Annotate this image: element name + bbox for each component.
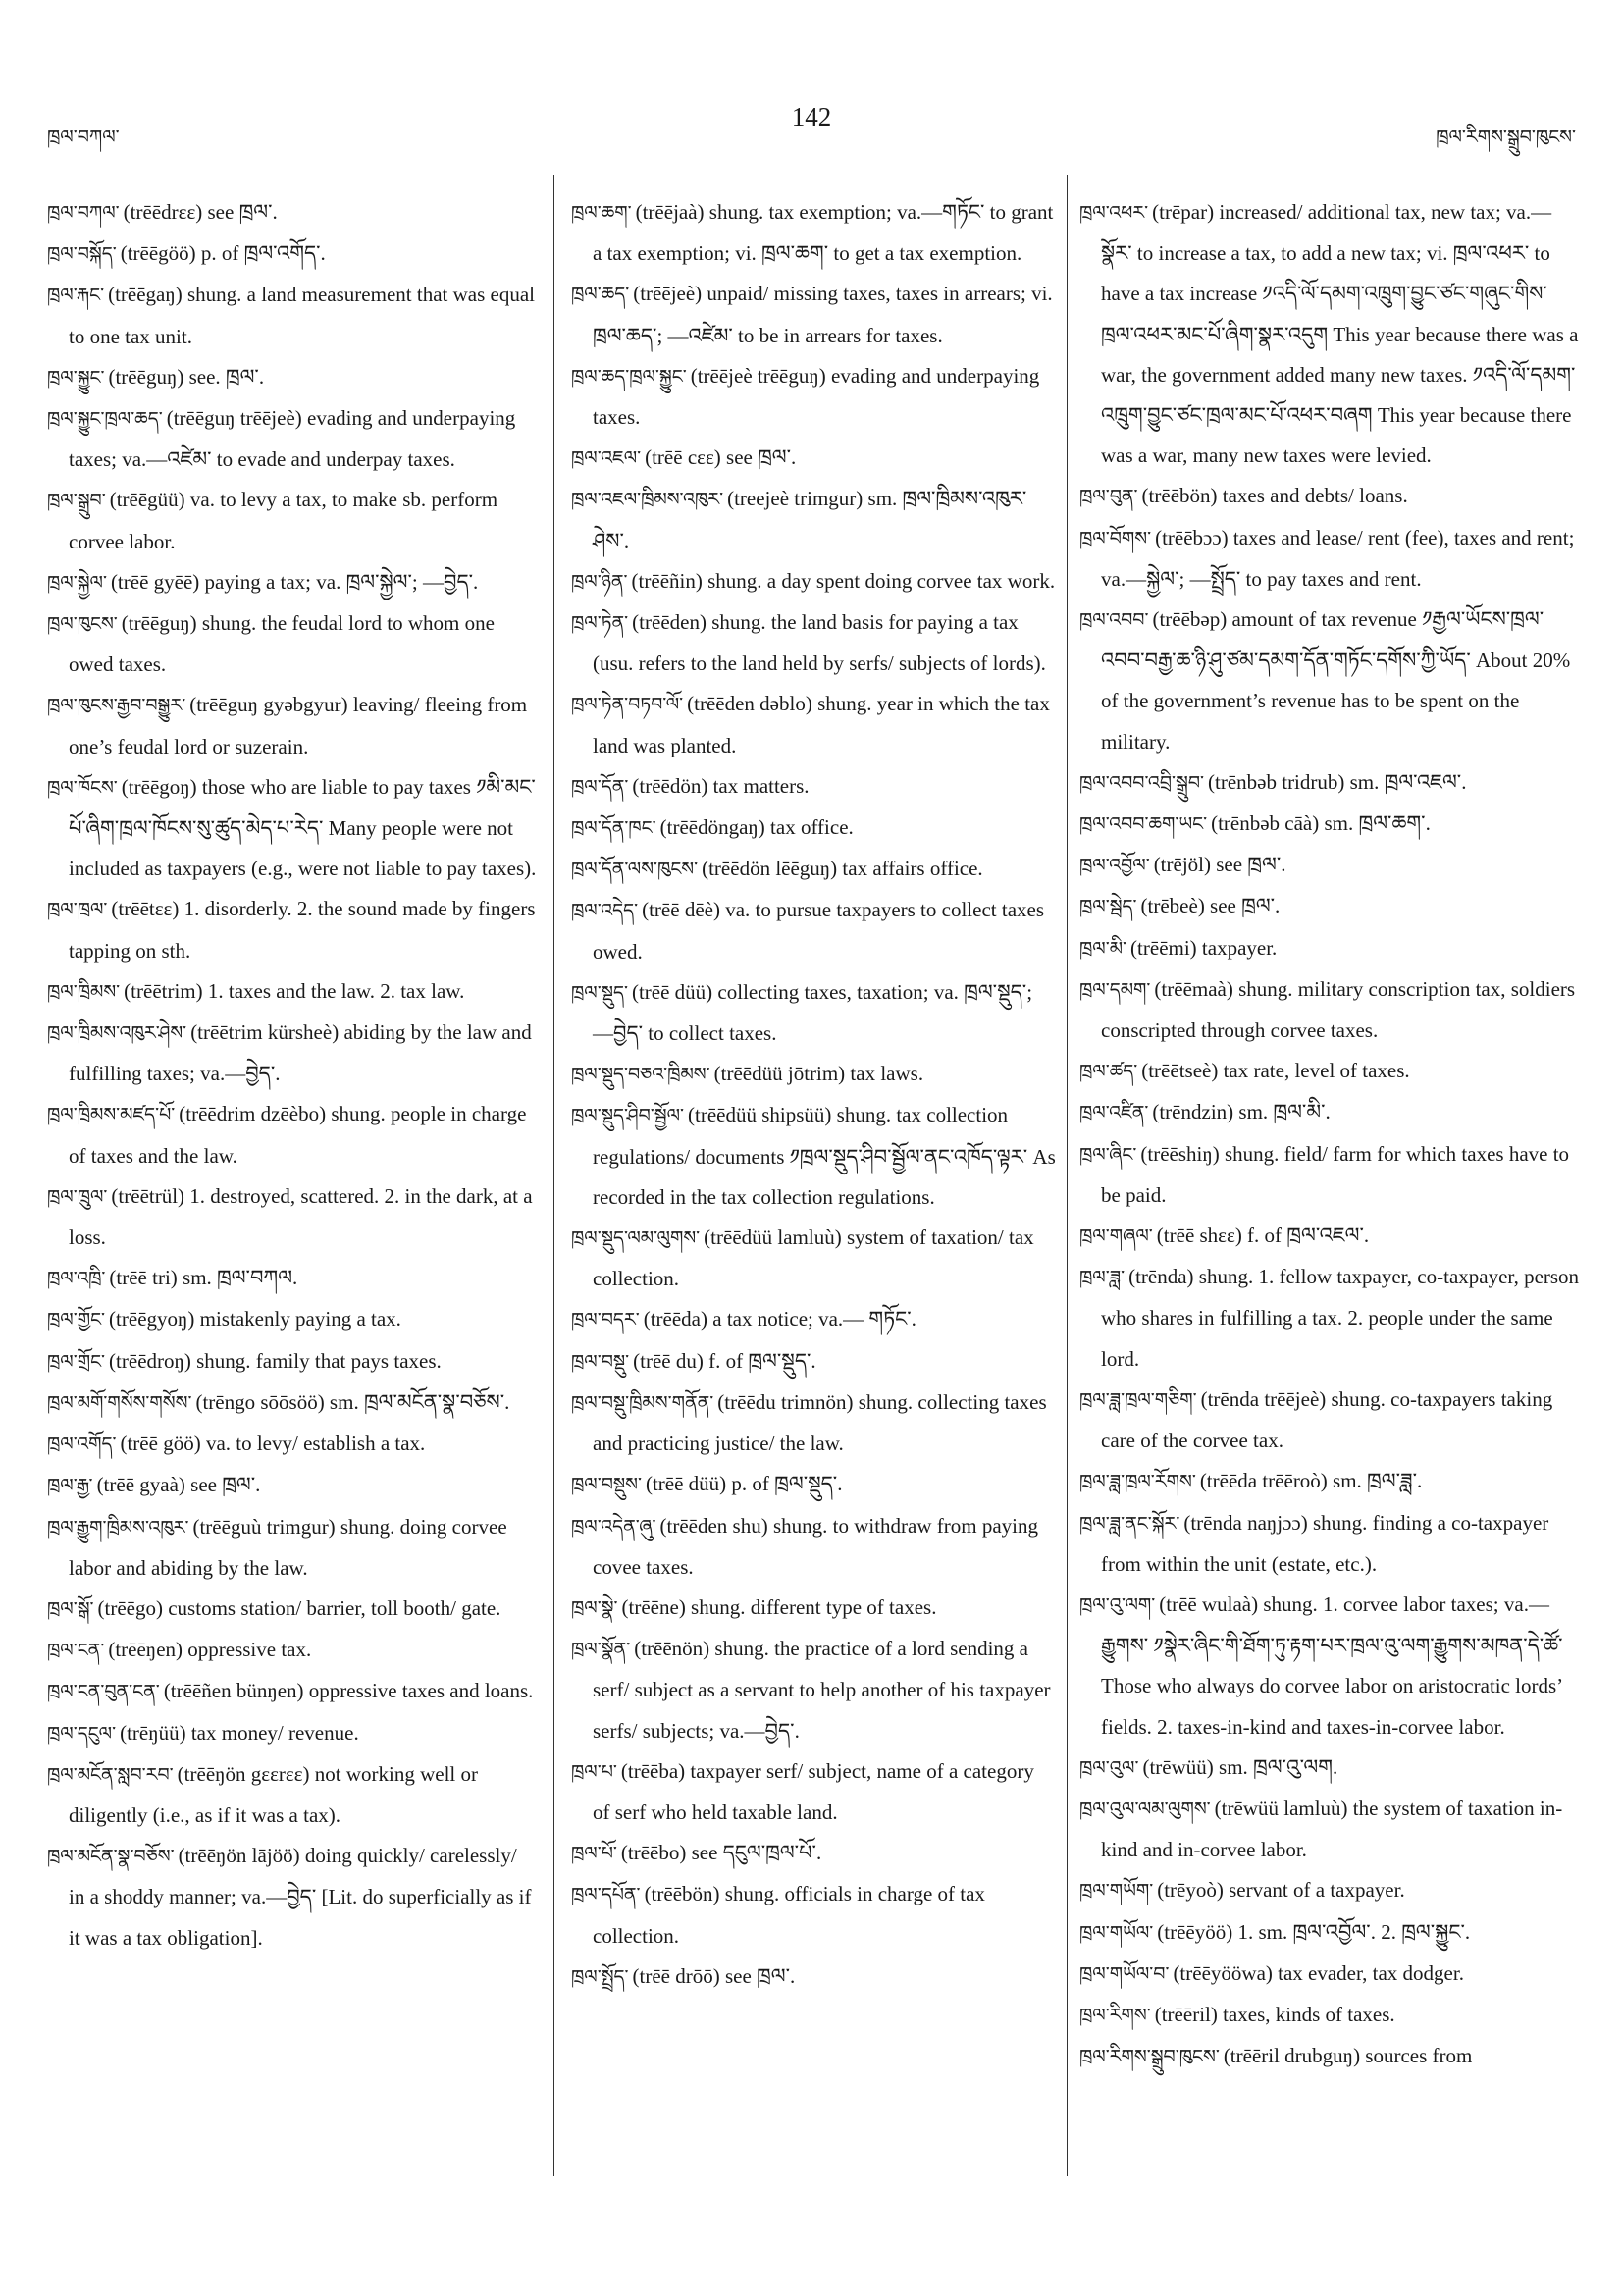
dictionary-entry <box>47 767 538 890</box>
entry-definition: (trēē dēè) va. to pursue taxpayers to collect taxes owed. <box>593 898 1045 964</box>
entry-definition: (trēēnön) shung. the practice of a lord sending a serf/ subject as a servant to help another of his taxpayer serfs/ subjects; va.—བྱེད་. <box>593 1637 1051 1743</box>
dictionary-entry <box>1079 1585 1580 1748</box>
dictionary-column-2 <box>571 192 1056 1998</box>
entry-definition: (trēnbəb tridrub) sm. ཁྲལ་འཇལ་. <box>1208 769 1467 794</box>
entry-headword: ཁྲལ་ཟླ་ནང་སྐོར་ <box>1079 1512 1180 1535</box>
dictionary-entry <box>47 275 538 356</box>
entry-headword: ཁྲལ་དཔོན་ <box>571 1884 641 1906</box>
dictionary-column-1 <box>47 192 538 1958</box>
entry-headword: ཁྲལ་སྤྲོད་ <box>571 1965 629 1988</box>
dictionary-entry <box>1079 762 1580 804</box>
dictionary-entry <box>571 890 1056 971</box>
entry-definition: (trēēda trēēroò) sm. ཁྲལ་ཟླ་. <box>1199 1469 1423 1493</box>
dictionary-entry <box>47 1341 538 1383</box>
dictionary-entry <box>47 1424 538 1465</box>
entry-headword: ཁྲལ་བཀལ་ <box>47 202 120 224</box>
entry-definition: (trēēguŋ gyəbgyur) leaving/ fleeing from one’s feudal lord or suzerain. <box>69 693 528 758</box>
dictionary-entry <box>571 602 1056 684</box>
entry-headword: ཁྲལ་མངོན་སྣ་བཅོས་ <box>47 1846 175 1868</box>
entry-headword: ཁྲལ་གཞལ་ <box>1079 1226 1153 1248</box>
entry-definition: (trējöl) see ཁྲལ་. <box>1153 853 1286 877</box>
dictionary-entry <box>47 1299 538 1340</box>
dictionary-entry <box>47 398 538 480</box>
page-number: 142 <box>791 102 832 131</box>
dictionary-entry <box>571 479 1056 560</box>
entry-definition: (trēwüü) sm. ཁྲལ་འུ་ལག. <box>1142 1754 1338 1779</box>
dictionary-entry <box>571 1341 1056 1383</box>
entry-headword: ཁྲལ་གྱོང་ <box>47 1309 106 1331</box>
entry-definition: (trēē düü) collecting taxes, taxation; va. ཁྲལ་སྡུད་; —བྱེད་ to collect taxes. <box>593 979 1033 1046</box>
entry-headword: ཁྲལ་སྒྲུབ་ <box>47 490 106 512</box>
entry-headword: ཁྲལ་རྒྱ་ <box>47 1475 93 1497</box>
entry-definition: (trēēgyoŋ) mistakenly paying a tax. <box>109 1307 401 1331</box>
entry-headword: ཁྲལ་འཕར་ <box>1079 202 1149 224</box>
dictionary-entry <box>571 274 1056 355</box>
entry-headword: ཁྲལ་བསྡུ་ <box>571 1350 630 1373</box>
dictionary-entry <box>571 1464 1056 1505</box>
entry-definition: (trēēbön) shung. officials in charge of tax collection. <box>593 1882 985 1948</box>
entry-headword: ཁྲལ་འབབ་ཆག་ཡང་ <box>1079 813 1208 836</box>
entry-headword: ཁྲལ་ཁུངས་ <box>47 613 118 636</box>
entry-definition: (trēbeè) see ཁྲལ་. <box>1140 894 1281 918</box>
entry-definition: (trēēba) taxpayer serf/ subject, name of a category of serf who held taxable land. <box>593 1758 1034 1824</box>
entry-definition: (trēē du) f. of ཁྲལ་སྡུད་. <box>633 1348 816 1373</box>
entry-headword: ཁྲལ་སྦེད་ <box>1079 896 1137 918</box>
entry-headword: ཁྲལ་ཁུངས་རྒྱབ་བསྒྱུར་ <box>47 695 186 717</box>
entry-definition: (trēēguŋ) see. ཁྲལ་. <box>108 364 265 389</box>
entry-definition: (trēēden shu) shung. to withdraw from paying covee taxes. <box>593 1513 1038 1579</box>
entry-headword: ཁྲལ་མངོན་སླབ་རབ་ <box>47 1763 174 1786</box>
entry-headword: ཁྲལ་སྐྱུང་ཁྲལ་ཆད་ <box>47 408 163 431</box>
dictionary-entry <box>47 1836 538 1958</box>
entry-headword: ཁྲལ་ངན་བུན་ངན་ <box>47 1681 160 1703</box>
entry-definition: (trēēmaà) shung. military conscription tax, soldiers conscripted through corvee taxes. <box>1101 976 1576 1043</box>
entry-definition: (trēēgo) customs station/ barrier, toll booth/ gate. <box>97 1595 501 1620</box>
entry-definition: (trēēñen bünŋen) oppressive taxes and loans. <box>163 1679 534 1703</box>
dictionary-entry <box>1079 1789 1580 1870</box>
entry-definition: (trēēgaŋ) shung. a land measurement that was equal to one tax unit. <box>69 283 535 348</box>
entry-definition: (trēēdüü lamluù) system of taxation/ tax collection. <box>593 1226 1034 1291</box>
entry-definition: (trēē gyaà) see ཁྲལ་. <box>96 1473 261 1497</box>
entry-headword: ཁྲལ་ཁྲིམས་མཛད་པོ་ <box>47 1104 176 1126</box>
entry-definition: (trēēda) a tax notice; va.— གཏོང་. <box>643 1307 916 1331</box>
dictionary-entry <box>1079 1134 1580 1216</box>
dictionary-entry <box>1079 192 1580 476</box>
entry-headword: ཁྲལ་ཟླ་ཁྲལ་རོགས་ <box>1079 1471 1196 1493</box>
dictionary-entry <box>571 1833 1056 1874</box>
entry-definition: (trēē cεε) see ཁྲལ་. <box>645 445 797 470</box>
entry-definition: (trēēril drubguŋ) sources from <box>1223 2044 1473 2068</box>
entry-definition: (trēēdu trimnön) shung. collecting taxes and practicing justice/ the law. <box>593 1389 1047 1456</box>
dictionary-entry <box>1079 886 1580 927</box>
dictionary-entry <box>47 480 538 561</box>
entry-definition: (trēēdön) tax matters. <box>632 773 810 798</box>
entry-definition: (trēēgüü) va. to levy a tax, to make sb. perform corvee labor. <box>69 488 498 553</box>
dictionary-entry <box>571 1095 1056 1218</box>
entry-definition: (trēē düü) p. of ཁྲལ་སྡུད་. <box>645 1472 843 1496</box>
dictionary-entry <box>1079 518 1580 600</box>
entry-definition: (trēnda naŋjɔɔ) shung. finding a co-taxpayer from within the unit (estate, etc.). <box>1101 1510 1549 1576</box>
entry-definition: (trēē tri) sm. ཁྲལ་བཀལ. <box>109 1266 298 1290</box>
entry-definition: (trēēne) shung. different type of taxes. <box>621 1594 937 1619</box>
entry-definition: (trēēyöö) 1. sm. ཁྲལ་འབྱོལ་. 2. ཁྲལ་སྐྱུང་. <box>1157 1919 1471 1944</box>
entry-headword: ཁྲལ་སྡུད་ཤིབ་སྦྱོལ་ <box>571 1105 685 1127</box>
entry-definition: (trēēgöö) p. of ཁྲལ་འགོད་. <box>120 241 326 266</box>
dictionary-entry <box>1079 928 1580 969</box>
entry-headword: ཁྲལ་ཆད་ <box>571 284 630 306</box>
entry-definition: (trēyoò) servant of a taxpayer. <box>1157 1878 1405 1903</box>
dictionary-entry <box>47 1754 538 1836</box>
entry-definition: (trēŋüü) tax money/ revenue. <box>120 1720 359 1745</box>
entry-headword: ཁྲལ་རིགས་ <box>1079 2004 1151 2026</box>
entry-definition: (trēētrim kürsheè) abiding by the law and fulfilling taxes; va.—བྱེད་. <box>69 1020 532 1086</box>
dictionary-entry <box>1079 1954 1580 1995</box>
dictionary-entry <box>1079 600 1580 762</box>
entry-headword: ཁྲལ་སྒོ་ <box>47 1597 94 1620</box>
entry-headword: ཁྲལ་བདར་ <box>571 1309 640 1331</box>
entry-definition: (trēēdön lēēguŋ) tax affairs office. <box>702 857 983 881</box>
dictionary-entry <box>47 889 538 970</box>
entry-definition: (trēēyööwa) tax evader, tax dodger. <box>1173 1960 1464 1985</box>
dictionary-entry <box>571 808 1056 849</box>
entry-definition: (trēēdüü jōtrim) tax laws. <box>713 1062 924 1086</box>
entry-definition: (trēē wulaà) shung. 1. corvee labor taxes; va.—རྒྱུགས་ ༡སྣེར་ཞིང་གི་ཐོག་ཏུ་རྟག་པར་ཁྲལ་འུ་ལག་རྒྱུགས་མཁན་དེ་ཚོ་ Those who always do corvee labor on aristocratic lords’ fields. 2. taxes-in-kind and taxes-in-corvee labor. <box>1101 1592 1563 1739</box>
entry-definition: (trēēŋen) oppressive tax. <box>108 1638 312 1662</box>
dictionary-entry <box>47 1713 538 1754</box>
entry-definition: (trēēguŋ) shung. the feudal lord to whom one owed taxes. <box>69 611 495 677</box>
dictionary-entry <box>1079 1380 1580 1461</box>
entry-headword: ཁྲལ་ཞིང་ <box>1079 1143 1137 1166</box>
dictionary-entry <box>47 192 538 234</box>
dictionary-entry <box>47 1176 538 1258</box>
entry-definition: (trēēŋön lājöö) doing quickly/ carelessly/ in a shoddy manner; va.—བྱེད་ [Lit. do superficially as if it was a tax obligation]. <box>69 1844 532 1950</box>
entry-headword: ཁྲལ་རྐང་ <box>47 285 105 307</box>
entry-headword: ཁྲལ་ཆད་ཁྲལ་སྐྱུང་ <box>571 365 687 388</box>
dictionary-entry <box>47 1671 538 1712</box>
dictionary-entry <box>47 1589 538 1630</box>
dictionary-entry <box>1079 969 1580 1051</box>
entry-definition: (trēēbɔɔ) taxes and lease/ rent (fee), taxes and rent; va.—སྐྱེལ་; —སྤྲོད་ to pay taxes and rent. <box>1101 525 1575 591</box>
dictionary-entry <box>571 1218 1056 1299</box>
entry-headword: ཁྲལ་མི་ <box>1079 937 1127 960</box>
entry-definition: (trēēshiŋ) shung. field/ farm for which taxes have to be paid. <box>1101 1141 1570 1207</box>
entry-definition: (trēnda) shung. 1. fellow taxpayer, co-taxpayer, person who shares in fulfilling a tax. 2. people under the same lord. <box>1101 1265 1580 1371</box>
entry-definition: (trēēñin) shung. a day spent doing corvee tax work. <box>631 568 1056 593</box>
entry-headword: ཁྲལ་སྡུད་ <box>571 981 628 1004</box>
entry-headword: ཁྲལ་དམག་ <box>1079 978 1151 1001</box>
entry-headword: ཁྲལ་འབབ་འབྲི་སྒྲུབ་ <box>1079 771 1205 794</box>
entry-definition: (trēēden dəblo) shung. year in which the tax land was planted. <box>593 692 1050 757</box>
entry-headword: ཁྲལ་བསྡུས་ <box>571 1474 642 1496</box>
entry-definition: (trēē göö) va. to levy/ establish a tax. <box>120 1432 426 1456</box>
entry-headword: ཁྲལ་ཁྲལ་ <box>47 899 108 921</box>
column-divider <box>553 175 554 2176</box>
dictionary-entry <box>47 1013 538 1094</box>
dictionary-entry <box>47 1507 538 1589</box>
dictionary-entry <box>47 1465 538 1506</box>
entry-headword: ཁྲལ་གཡོལ་ <box>1079 1921 1154 1944</box>
dictionary-entry <box>571 1957 1056 1998</box>
entry-headword: ཁྲལ་པོ་ <box>571 1843 617 1865</box>
entry-definition: (trēē shεε) f. of ཁྲལ་འཇལ་. <box>1156 1224 1370 1248</box>
entry-headword: ཁྲལ་ཚད་ <box>1079 1061 1138 1083</box>
entry-definition: (trēēgoŋ) those who are liable to pay taxes ༡མི་མང་པོ་ཞིག་ཁྲལ་ཁོངས་སུ་ཚུད་མེད་པ་རེད་ Many people were not included as taxpayers (e.g., were not liable to pay taxes). <box>69 774 537 881</box>
entry-definition: (trēē gyēē) paying a tax; va. ཁྲལ་སྐྱེལ་; —བྱེད་. <box>110 569 479 594</box>
entry-headword: ཁྲལ་བོགས་ <box>1079 527 1152 549</box>
entry-headword: ཁྲལ་ངན་ <box>47 1640 105 1662</box>
entry-definition: (trēēguù trimgur) shung. doing corvee labor and abiding by the law. <box>69 1514 507 1580</box>
dictionary-entry <box>571 1506 1056 1588</box>
entry-headword: ཁྲལ་འཇལ་ཁྲིམས་འཁུར་ <box>571 489 724 511</box>
entry-headword: ཁྲལ་དོན་ཁང་ <box>571 817 656 840</box>
entry-headword: ཁྲལ་སྣོན་ <box>571 1639 631 1661</box>
dictionary-entry <box>47 562 538 603</box>
entry-headword: ཁྲལ་དངུལ་ <box>47 1722 117 1745</box>
entry-definition: (treejeè trimgur) sm. ཁྲལ་ཁྲིམས་འཁུར་ཤེས་. <box>593 487 1027 552</box>
entry-headword: ཁྲལ་དོན་ <box>571 775 629 798</box>
entry-definition: (trēēbəp) amount of tax revenue ༡རྒྱལ་ཡོངས་ཁྲལ་འབབ་བརྒྱ་ཆ་ཉི་ཤུ་ཙམ་དམག་དོན་གཏོང་དགོས་ཀྱི་ཡོད་ About 20% of the government’s revenue has to be spent on the military. <box>1101 607 1571 754</box>
dictionary-entry <box>47 1094 538 1175</box>
entry-headword: ཁྲལ་འདེན་ཞུ་ <box>571 1515 656 1538</box>
dictionary-entry <box>1079 1870 1580 1911</box>
dictionary-entry <box>571 684 1056 765</box>
entry-definition: (trēēdrim dzēèbo) shung. people in charge of taxes and the law. <box>69 1102 527 1168</box>
dictionary-entry <box>47 1630 538 1671</box>
entry-definition: (trēēmi) taxpayer. <box>1130 935 1278 960</box>
dictionary-entry <box>47 603 538 685</box>
entry-headword: ཁྲལ་ཁྲིམས་ <box>47 980 121 1003</box>
entry-headword: ཁྲལ་འུལ་ <box>1079 1756 1139 1779</box>
entry-headword: ཁྲལ་བུན་ <box>1079 486 1138 508</box>
entry-headword: ཁྲལ་བསྡུ་ཁྲིམས་གནོན་ <box>571 1391 714 1414</box>
entry-headword: ཁྲལ་གཡོལ་བ་ <box>1079 1962 1170 1985</box>
dictionary-entry <box>571 192 1056 274</box>
entry-headword: ཁྲལ་འུལ་ལམ་ལུགས་ <box>1079 1798 1211 1820</box>
dictionary-entry <box>571 1299 1056 1340</box>
dictionary-entry <box>1079 1092 1580 1133</box>
entry-definition: (trēēbo) see དངུལ་ཁྲལ་པོ་. <box>620 1841 822 1865</box>
dictionary-entry <box>47 971 538 1013</box>
entry-headword: ཁྲལ་སྐྱེལ་ <box>47 571 107 594</box>
entry-definition: (trēēden) shung. the land basis for paying a tax (usu. refers to the land held by serfs/ subjects of lords). <box>593 610 1046 676</box>
entry-headword: ཁྲལ་ཁྲུལ་ <box>47 1185 108 1208</box>
entry-headword: ཁྲལ་འབབ་ <box>1079 609 1149 632</box>
entry-definition: (trēnbəb cāà) sm. ཁྲལ་ཆག་. <box>1211 811 1431 836</box>
dictionary-column-3 <box>1079 192 1580 2077</box>
dictionary-entry <box>1079 845 1580 886</box>
dictionary-entry <box>571 1629 1056 1751</box>
entry-definition: (trēēdöngaŋ) tax office. <box>659 815 854 840</box>
dictionary-entry <box>1079 1748 1580 1789</box>
entry-headword: ཁྲལ་འགོད་ <box>47 1434 117 1456</box>
entry-definition: (trēēdüü shipsüü) shung. tax collection regulations/ documents ༡ཁྲལ་སྡུད་ཤིབ་སྦྱོལ་ནང་འཁོད་ལྟར་ As recorded in the tax collection regulations. <box>593 1103 1056 1209</box>
dictionary-entry <box>1079 1051 1580 1092</box>
entry-headword: ཁྲལ་སྡུད་ལམ་ལུགས་ <box>571 1227 701 1250</box>
running-head-left: ཁྲལ་བཀལ་ <box>47 127 120 148</box>
entry-headword: ཁྲལ་པ་ <box>571 1760 617 1783</box>
entry-headword: ཁྲལ་ཁྲིམས་འཁུར་ཤེས་ <box>47 1022 187 1045</box>
dictionary-entry <box>1079 476 1580 517</box>
entry-definition: (trēngo sōōsöö) sm. ཁྲལ་མངོན་སྣ་བཅོས་. <box>195 1389 510 1414</box>
dictionary-entry <box>47 357 538 398</box>
entry-definition: (trēnda trēējeè) shung. co-taxpayers taking care of the corvee tax. <box>1101 1386 1553 1453</box>
dictionary-entry <box>1079 1216 1580 1257</box>
dictionary-entry <box>571 1751 1056 1833</box>
entry-headword: ཁྲལ་མགོ་གསོས་གསོས་ <box>47 1391 192 1414</box>
dictionary-entry <box>1079 1461 1580 1502</box>
column-divider <box>1067 175 1068 2176</box>
dictionary-entry <box>571 561 1056 602</box>
entry-definition: (trēpar) increased/ additional tax, new tax; va.—སྣོར་ to increase a tax, to add a new tax; vi. ཁྲལ་འཕར་ to have a tax increase ༡འདི་ལོ་དམག་འཁྲུག་བྱུང་ཙང་གཞུང་གིས་ཁྲལ་འཕར་མང་པོ་ཞིག་སྣར་འདུག This year because there was a war, the government added many new taxes. ༡འདི་ལོ་དམག་འཁྲུག་བྱུང་ཙང་ཁྲལ་མང་པོ་འཕར་བཞག This year because there was a war, many new taxes were levied. <box>1101 200 1579 468</box>
entry-headword: ཁྲལ་རིགས་སྒྲུབ་ཁུངས་ <box>1079 2046 1220 2068</box>
entry-definition: (trēējaà) shung. tax exemption; va.—གཏོང་ to grant a tax exemption; vi. ཁྲལ་ཆག་ to get a tax exemption. <box>593 200 1054 266</box>
entry-headword: ཁྲལ་ཟླ་ཁྲལ་གཅིག་ <box>1079 1388 1197 1411</box>
entry-definition: (trēēdroŋ) shung. family that pays taxes. <box>109 1348 442 1373</box>
dictionary-entry <box>571 1588 1056 1629</box>
entry-headword: ཁྲལ་སྐྱུང་ <box>47 366 105 389</box>
dictionary-entry <box>1079 1995 1580 2036</box>
entry-definition: (trēējeè) unpaid/ missing taxes, taxes in arrears; vi. ཁྲལ་ཆད་; —འཛེམ་ to be in arrears for taxes. <box>593 282 1053 347</box>
entry-definition: (trēēguŋ trēējeè) evading and underpaying taxes; va.—འཛེམ་ to evade and underpay taxes. <box>69 406 516 472</box>
dictionary-entry <box>571 1054 1056 1095</box>
entry-headword: ཁྲལ་འུ་ལག་ <box>1079 1593 1156 1616</box>
running-head-right: ཁྲལ་རིགས་སྒྲུབ་ཁུངས་ <box>1436 127 1576 148</box>
entry-definition: (trēējeè trēēguŋ) evading and underpaying taxes. <box>593 363 1040 430</box>
entry-definition: (trēēril) taxes, kinds of taxes. <box>1154 2002 1395 2026</box>
entry-definition: (trēētrim) 1. taxes and the law. 2. tax law. <box>124 978 465 1003</box>
entry-headword: ཁྲལ་གཡོག་ <box>1079 1880 1154 1903</box>
dictionary-entry <box>571 849 1056 890</box>
entry-definition: (trēēŋön gεεrεε) not working well or diligently (i.e., as if it was a tax). <box>69 1761 479 1827</box>
dictionary-entry <box>1079 1257 1580 1380</box>
entry-definition: (trēētrül) 1. destroyed, scattered. 2. in the dark, at a loss. <box>69 1183 533 1250</box>
entry-definition: (trēndzin) sm. ཁྲལ་མི་. <box>1152 1100 1331 1124</box>
entry-headword: ཁྲལ་འདེད་ <box>571 900 639 922</box>
dictionary-entry <box>47 1383 538 1424</box>
dictionary-entry <box>47 685 538 766</box>
entry-headword: ཁྲལ་སྡུད་བཅའ་ཁྲིམས་ <box>571 1064 710 1086</box>
dictionary-entry <box>571 1874 1056 1956</box>
dictionary-entry <box>1079 804 1580 845</box>
entry-definition: (trēētεε) 1. disorderly. 2. the sound made by fingers tapping on sth. <box>69 897 536 963</box>
entry-headword: ཁྲལ་ཁོངས་ <box>47 776 118 799</box>
entry-headword: ཁྲལ་ཏེན་ <box>571 612 629 635</box>
entry-definition: (trēēdrεε) see ཁྲལ་. <box>123 200 278 224</box>
entry-headword: ཁྲལ་གྲོང་ <box>47 1350 106 1373</box>
entry-headword: ཁྲལ་ཏེན་བཏབ་ལོ་ <box>571 694 684 716</box>
dictionary-entry <box>571 356 1056 438</box>
entry-headword: ཁྲལ་འཇལ་ <box>571 447 642 470</box>
entry-headword: ཁྲལ་ཆག་ <box>571 202 632 224</box>
entry-headword: ཁྲལ་སྣེ་ <box>571 1596 618 1619</box>
entry-definition: (trēēbön) taxes and debts/ loans. <box>1141 484 1408 508</box>
dictionary-entry <box>571 766 1056 808</box>
dictionary-entry <box>1079 1912 1580 1954</box>
entry-definition: (trēwüü lamluù) the system of taxation in-kind and in-corvee labor. <box>1101 1796 1563 1862</box>
dictionary-entry <box>1079 2036 1580 2077</box>
entry-headword: ཁྲལ་འཛིན་ <box>1079 1102 1149 1124</box>
entry-headword: ཁྲལ་རྒྱུག་ཁྲིམས་འཁུར་ <box>47 1516 189 1539</box>
dictionary-entry <box>1079 1503 1580 1585</box>
dictionary-entry <box>47 1258 538 1299</box>
dictionary-entry <box>47 234 538 275</box>
entry-headword: ཁྲལ་འཁྲི་ <box>47 1268 106 1290</box>
dictionary-entry <box>571 438 1056 479</box>
entry-headword: ཁྲལ་ཉིན་ <box>571 570 628 593</box>
dictionary-entry <box>571 972 1056 1054</box>
entry-headword: ཁྲལ་བསྐོད་ <box>47 243 117 266</box>
entry-definition: (trēētseè) tax rate, level of taxes. <box>1141 1059 1410 1083</box>
dictionary-entry <box>571 1383 1056 1464</box>
entry-headword: ཁྲལ་དོན་ལས་ཁུངས་ <box>571 859 699 881</box>
entry-definition: (trēē drōō) see ཁྲལ་. <box>632 1963 796 1988</box>
entry-headword: ཁྲལ་ཟླ་ <box>1079 1267 1126 1289</box>
entry-headword: ཁྲལ་འབྱོལ་ <box>1079 855 1150 877</box>
